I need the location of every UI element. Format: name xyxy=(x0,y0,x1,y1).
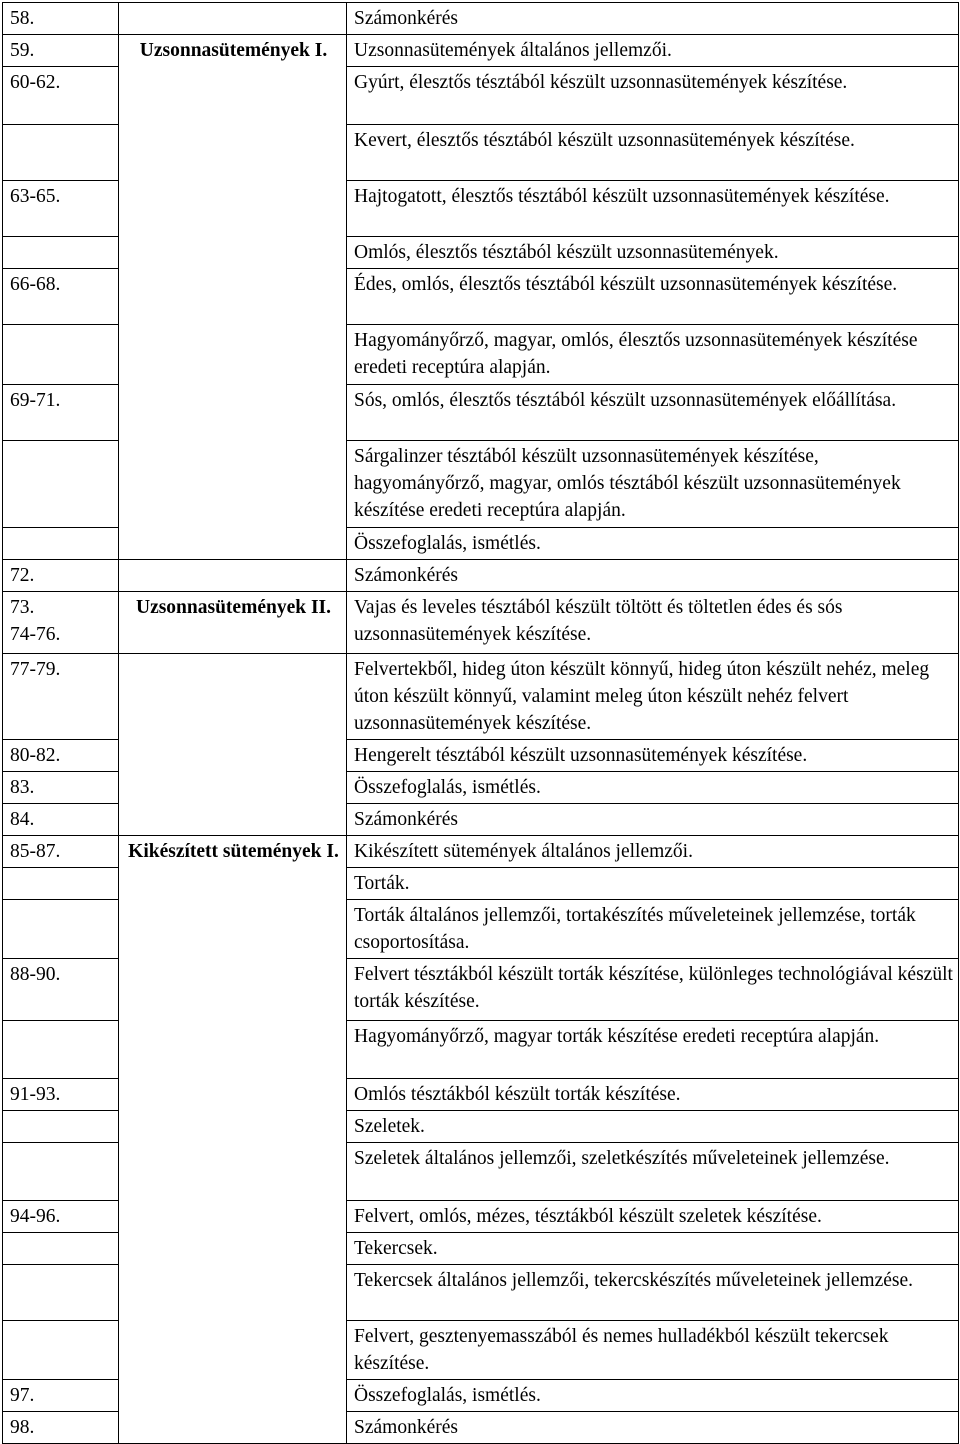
topic-cell: Számonkérés xyxy=(347,3,959,35)
topic-cell: Számonkérés xyxy=(347,1412,959,1444)
hours-cell: 98. xyxy=(3,1412,119,1444)
topic-cell: Számonkérés xyxy=(347,804,959,836)
hours-cell xyxy=(3,1021,119,1079)
topic-cell: Felvert tésztákból készült torták készítése, különleges technológiával készült torták készítése. xyxy=(347,959,959,1021)
hours-cell: 58. xyxy=(3,3,119,35)
table-row xyxy=(3,560,959,592)
hours-cell: 69-71. xyxy=(3,385,119,441)
hours-cell xyxy=(3,1321,119,1380)
hours-cell: 80-82. xyxy=(3,740,119,772)
topic-cell: Omlós, élesztős tésztából készült uzsonnasütemények. xyxy=(347,237,959,269)
hours-cell xyxy=(3,237,119,269)
hours-cell: 63-65. xyxy=(3,181,119,237)
unit-title-uzsonnasutemenyek-2: Uzsonnasütemények II. xyxy=(119,592,347,654)
table-row xyxy=(3,836,959,868)
topic-cell: Vajas és leveles tésztából készült töltött és töltetlen édes és sós uzsonnasütemények készítése. xyxy=(347,592,959,654)
topic-cell: Szeletek általános jellemzői, szeletkészítés műveleteinek jellemzése. xyxy=(347,1143,959,1201)
topic-cell: Szeletek. xyxy=(347,1111,959,1143)
hours-cell xyxy=(3,528,119,560)
table-row xyxy=(3,654,959,740)
topic-cell: Omlós tésztákból készült torták készítése. xyxy=(347,1079,959,1111)
topic-cell: Torták. xyxy=(347,868,959,900)
hours-cell xyxy=(3,1143,119,1201)
topic-cell: Számonkérés xyxy=(347,560,959,592)
topic-cell: Tekercsek. xyxy=(347,1233,959,1265)
topic-cell: Torták általános jellemzői, tortakészítés műveleteinek jellemzése, torták csoportosítása. xyxy=(347,900,959,959)
topic-cell: Uzsonnasütemények általános jellemzői. xyxy=(347,35,959,67)
hours-cell xyxy=(3,1233,119,1265)
hours-cell xyxy=(3,441,119,528)
unit-title-uzsonnasutemenyek-1: Uzsonnasütemények I. xyxy=(119,35,347,560)
topic-cell: Felvert, omlós, mézes, tésztákból készült szeletek készítése. xyxy=(347,1201,959,1233)
topic-cell: Összefoglalás, ismétlés. xyxy=(347,1380,959,1412)
topic-cell: Hagyományőrző, magyar, omlós, élesztős uzsonnasütemények készítése eredeti receptúra alapján. xyxy=(347,325,959,385)
hours-cell: 77-79. xyxy=(3,654,119,740)
topic-cell: Hengerelt tésztából készült uzsonnasütemények készítése. xyxy=(347,740,959,772)
hours-cell xyxy=(3,125,119,181)
hours-cell xyxy=(3,900,119,959)
topic-cell: Felvert, gesztenyemasszából és nemes hulladékból készült tekercsek készítése. xyxy=(347,1321,959,1380)
table-row xyxy=(3,3,959,35)
hours-cell: 84. xyxy=(3,804,119,836)
hours-cell: 83. xyxy=(3,772,119,804)
hours-cell xyxy=(3,325,119,385)
unit-cell-empty xyxy=(119,3,347,35)
hours-line: 73. xyxy=(10,597,35,618)
hours-cell: 72. xyxy=(3,560,119,592)
curriculum-table xyxy=(2,2,959,1444)
table-row xyxy=(3,592,959,654)
topic-cell: Édes, omlós, élesztős tésztából készült uzsonnasütemények készítése. xyxy=(347,269,959,325)
topic-cell: Kevert, élesztős tésztából készült uzsonnasütemények készítése. xyxy=(347,125,959,181)
topic-cell: Kikészített sütemények általános jellemzői. xyxy=(347,836,959,868)
hours-cell xyxy=(3,1111,119,1143)
unit-cell-empty xyxy=(119,560,347,592)
topic-cell: Hagyományőrző, magyar torták készítése eredeti receptúra alapján. xyxy=(347,1021,959,1079)
topic-cell: Sárgalinzer tésztából készült uzsonnasütemények készítése, hagyományőrző, magyar, omlós tésztából készült uzsonnasütemények készítése eredeti receptúra alapján. xyxy=(347,441,959,528)
topic-cell: Tekercsek általános jellemzői, tekercskészítés műveleteinek jellemzése. xyxy=(347,1265,959,1321)
topic-cell: Sós, omlós, élesztős tésztából készült uzsonnasütemények előállítása. xyxy=(347,385,959,441)
table-row xyxy=(3,35,959,67)
hours-cell: 91-93. xyxy=(3,1079,119,1111)
hours-cell: 59. xyxy=(3,35,119,67)
hours-cell: 97. xyxy=(3,1380,119,1412)
topic-cell: Gyúrt, élesztős tésztából készült uzsonnasütemények készítése. xyxy=(347,67,959,125)
hours-cell xyxy=(3,1265,119,1321)
hours-cell: 94-96. xyxy=(3,1201,119,1233)
hours-cell: 88-90. xyxy=(3,959,119,1021)
hours-cell: 85-87. xyxy=(3,836,119,868)
hours-line: 74-76. xyxy=(10,624,61,645)
unit-title-kikeszitett-sutemenyek-1: Kikészített sütemények I. xyxy=(119,836,347,1444)
unit-cell-empty xyxy=(119,654,347,836)
hours-cell xyxy=(3,868,119,900)
hours-cell xyxy=(3,592,119,654)
topic-cell: Felvertekből, hideg úton készült könnyű, hideg úton készült nehéz, meleg úton készült könnyű, valamint meleg úton készült nehéz felvert uzsonnasütemények készítése. xyxy=(347,654,959,740)
topic-cell: Összefoglalás, ismétlés. xyxy=(347,528,959,560)
hours-cell: 66-68. xyxy=(3,269,119,325)
topic-cell: Hajtogatott, élesztős tésztából készült uzsonnasütemények készítése. xyxy=(347,181,959,237)
hours-cell: 60-62. xyxy=(3,67,119,125)
topic-cell: Összefoglalás, ismétlés. xyxy=(347,772,959,804)
